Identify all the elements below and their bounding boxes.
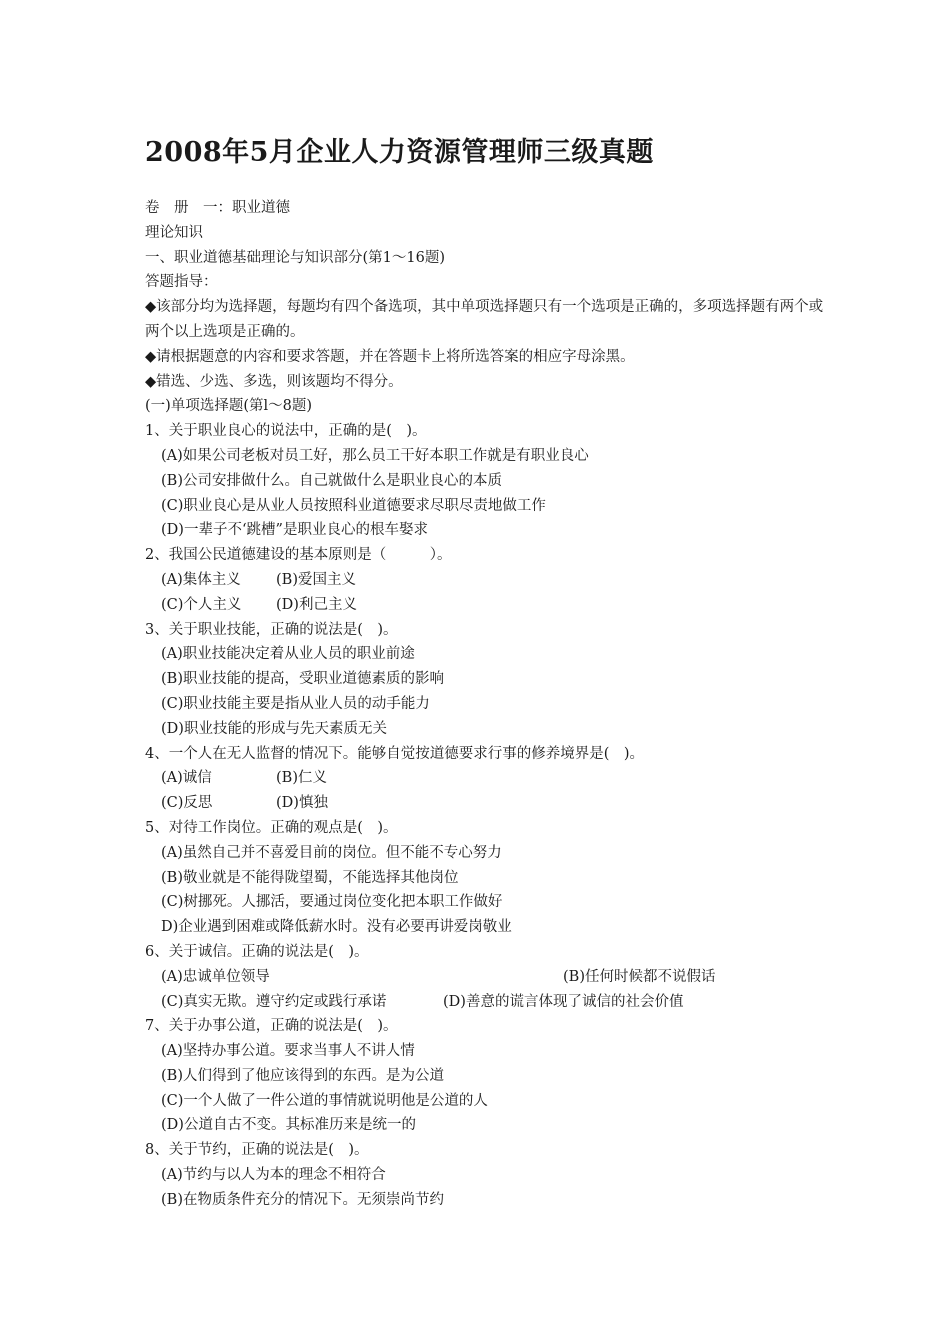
option-d: (D)公道自古不变。其标准历来是统一的 [161,1117,416,1134]
option-b: (B)爱国主义 [276,571,356,588]
option-c: (C)一个人做了一件公道的事情就说明他是公道的人 [161,1092,488,1109]
option-d: (D)慎独 [276,795,328,812]
question-stem: 6、关于诚信。正确的说法是( )。 [145,943,369,960]
option-b: (B)公司安排做什么。自己就做什么是职业良心的本质 [161,472,502,489]
option-row [145,791,825,816]
guide-item: ◆错选、少选、多选，则该题均不得分。 [145,373,403,390]
option-a: (A)职业技能决定着从业人员的职业前途 [161,646,415,663]
question-stem: 4、一个人在无人监督的情况下。能够自觉按道德要求行事的修养境界是( )。 [145,745,645,762]
page-title: 2008年5月企业人力资源管理师三级真题 [145,137,654,168]
guide-item: ◆该部分均为选择题，每题均有四个备选项，其中单项选择题只有一个选项是正确的，多项选择题有两个或两个以上选项是正确的。 [145,299,824,340]
option-a: (A)节约与以人为本的理念不相符合 [161,1167,386,1184]
option-a: (A)坚持办事公道。要求当事人不讲人情 [161,1043,415,1060]
document-body [145,196,825,1213]
option-c: (C)个人主义 [161,596,242,613]
option-a: (A)忠诚单位领导 [161,968,270,985]
option-b: (B)人们得到了他应该得到的东西。是为公道 [161,1067,444,1084]
option-c: (C)职业良心是从业人员按照科业道德要求尽职尽责地做工作 [161,497,546,514]
option-c: (C)反思 [161,795,213,812]
option-b: (B)任何时候都不说假话 [563,968,716,985]
option-row [145,965,825,990]
option-d: (D)职业技能的形成与先天素质无关 [161,720,387,737]
option-row [145,766,825,791]
option-b: (B)职业技能的提高，受职业道德素质的影响 [161,671,444,688]
question-stem: 2、我国公民道德建设的基本原则是（ ）。 [145,547,452,564]
question-stem: 1、关于职业良心的说法中，正确的是( )。 [145,423,427,440]
option-d: D)企业遇到困难或降低薪水时。没有必要再讲爱岗敬业 [161,919,512,936]
option-c: (C)树挪死。人挪活，要通过岗位变化把本职工作做好 [161,894,503,911]
option-d: (D)善意的谎言体现了诚信的社会价值 [443,993,684,1010]
question-stem: 7、关于办事公道，正确的说法是( )。 [145,1018,398,1035]
option-a: (A)集体主义 [161,571,241,588]
volume-heading: 卷 册 一：职业道德 [145,200,290,216]
option-d: (D)利己主义 [276,596,357,613]
option-c: (C)职业技能主要是指从业人员的动手能力 [161,695,430,712]
option-a: (A)诚信 [161,770,212,787]
section-theory: 理论知识 [145,224,203,241]
option-row [145,593,825,618]
guide-item: ◆请根据题意的内容和要求答题，并在答题卡上将所选答案的相应字母涂黑。 [145,348,635,365]
question-stem: 8、关于节约，正确的说法是( )。 [145,1142,369,1159]
option-b: (B)仁义 [276,770,327,787]
option-c: (C)真实无欺。遵守约定或践行承诺 [161,993,387,1010]
question-stem: 3、关于职业技能，正确的说法是( )。 [145,621,398,638]
guide-label: 答题指导： [145,274,218,291]
option-d: (D)一辈子不‘跳槽”是职业良心的根车娶求 [161,522,428,539]
part-one-heading: 一、职业道德基础理论与知识部分(第1～16题) [145,249,445,266]
option-b: (B)在物质条件充分的情况下。无须崇尚节约 [161,1191,444,1208]
option-b: (B)敬业就是不能得陇望蜀，不能选择其他岗位 [161,869,459,886]
option-a: (A)如果公司老板对员工好，那么员工干好本职工作就是有职业良心 [161,447,589,464]
option-a: (A)虽然自己并不喜爱目前的岗位。但不能不专心努力 [161,844,502,861]
single-choice-header: (一)单项选择题(第l～8题) [145,398,312,415]
question-stem: 5、对待工作岗位。正确的观点是( )。 [145,819,398,836]
option-row [145,568,825,593]
option-row [145,990,825,1015]
